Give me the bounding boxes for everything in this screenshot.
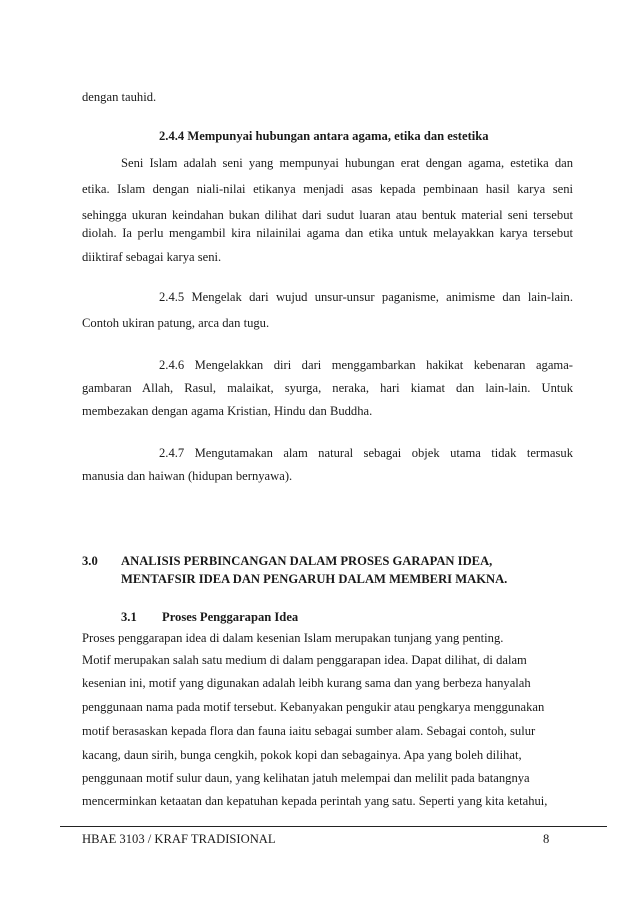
section-number-3-0: 3.0 — [82, 554, 98, 568]
body-line: dengan tauhid. — [82, 90, 157, 104]
body-line: Contoh ukiran patung, arca dan tugu. — [82, 316, 270, 330]
body-line: diolah. Ia perlu mengambil kira nilainilai agama dan etika untuk melayakkan karya tersebut — [82, 226, 573, 240]
body-line: kesenian ini, motif yang digunakan adalah leibh kurang sama dan yang berbeza hanyalah — [82, 676, 531, 690]
subsection-heading-2-4-4: 2.4.4 Mempunyai hubungan antara agama, etika dan estetika — [159, 129, 489, 143]
body-line: Seni Islam adalah seni yang mempunyai hubungan erat dengan agama, estetika dan — [121, 156, 573, 170]
footer-divider — [60, 826, 607, 827]
body-line: sehingga ukuran keindahan bukan dilihat dari sudut luaran atau bentuk material seni tersebut — [82, 208, 573, 222]
footer-page-number: 8 — [543, 832, 550, 846]
body-line: diiktiraf sebagai karya seni. — [82, 250, 222, 264]
body-line: mencerminkan ketaatan dan kepatuhan kepada perintah yang satu. Seperti yang kita ketahui, — [82, 794, 548, 808]
body-line: manusia dan haiwan (hidupan bernyawa). — [82, 469, 293, 483]
section-heading-3-0-line2: MENTAFSIR IDEA DAN PENGARUH DALAM MEMBERI MAKNA. — [121, 572, 508, 586]
footer-course-title: HBAE 3103 / KRAF TRADISIONAL — [82, 832, 276, 846]
section-heading-3-0-line1: ANALISIS PERBINCANGAN DALAM PROSES GARAPAN IDEA, — [121, 554, 493, 568]
subsection-item-2-4-6: 2.4.6 Mengelakkan diri dari menggambarkan hakikat kebenaran agama- — [159, 358, 573, 372]
body-line: penggunaan motif sulur daun, yang kelihatan jatuh melempai dan melilit pada batangnya — [82, 771, 530, 785]
subsection-heading-3-1: Proses Penggarapan Idea — [162, 610, 299, 624]
body-line: membezakan dengan agama Kristian, Hindu dan Buddha. — [82, 404, 373, 418]
body-line: Motif merupakan salah satu medium di dalam penggarapan idea. Dapat dilihat, di dalam — [82, 653, 527, 667]
body-line: kacang, daun sirih, bunga cengkih, pokok kopi dan sebagainya. Apa yang boleh dilihat, — [82, 748, 522, 762]
body-line: gambaran Allah, Rasul, malaikat, syurga, neraka, hari kiamat dan lain-lain. Untuk — [82, 381, 573, 395]
subsection-item-2-4-7: 2.4.7 Mengutamakan alam natural sebagai objek utama tidak termasuk — [159, 446, 573, 460]
body-line: motif berasaskan kepada flora dan fauna iaitu sebagai sumber alam. Sebagai contoh, sulur — [82, 724, 536, 738]
subsection-number-3-1: 3.1 — [121, 610, 137, 624]
subsection-item-2-4-5: 2.4.5 Mengelak dari wujud unsur-unsur paganisme, animisme dan lain-lain. — [159, 290, 573, 304]
body-line: Proses penggarapan idea di dalam kesenian Islam merupakan tunjang yang penting. — [82, 631, 504, 645]
body-line: penggunaan nama pada motif tersebut. Kebanyakan pengukir atau pengkarya menggunakan — [82, 700, 545, 714]
body-line: etika. Islam dengan niali-nilai etikanya menjadi asas kepada pembinaan hasil karya seni — [82, 182, 573, 196]
